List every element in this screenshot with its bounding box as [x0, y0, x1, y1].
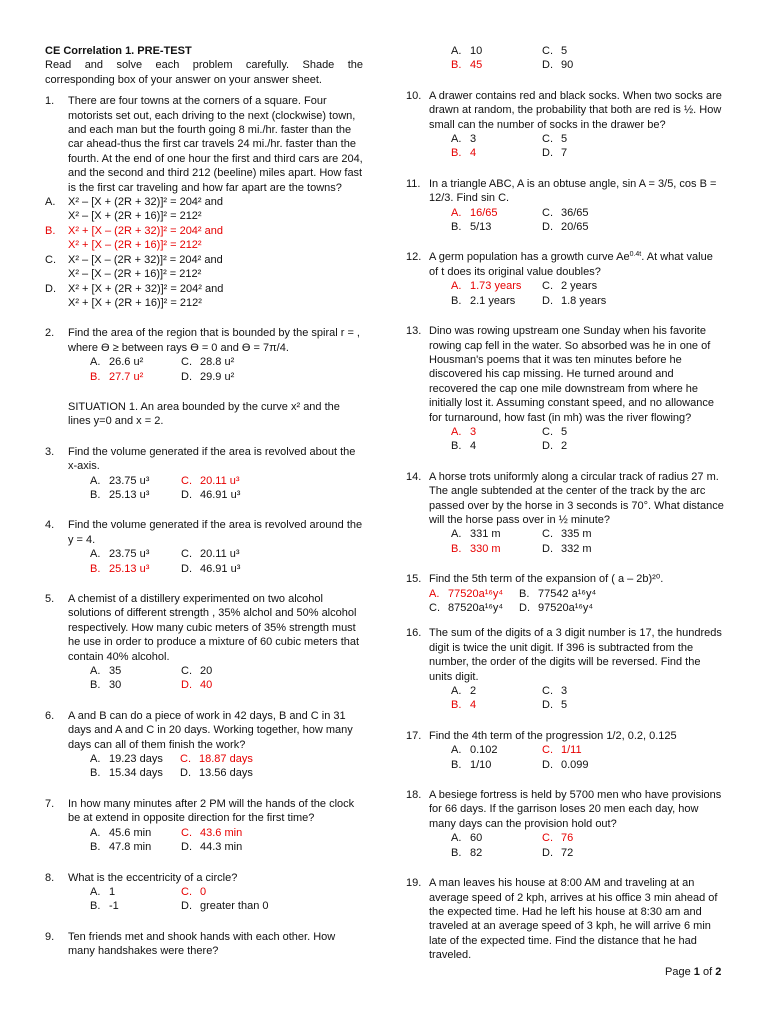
option-d: D. 90	[542, 59, 574, 72]
question-number: 1.	[45, 95, 55, 108]
question-10-options	[406, 132, 724, 161]
option-a: A. 26.6 u²	[90, 356, 144, 369]
question-12: 12. A germ population has a growth curve $Ae^{0.4t}$. At what value of t does its original value doubles?	[406, 250, 724, 279]
question-12-options	[406, 279, 724, 308]
option-a: A. 16/65	[451, 206, 498, 219]
option-b: B. 77542 a¹⁶y⁴	[519, 587, 597, 600]
question-15-options	[406, 587, 724, 616]
option-d: D. 40	[181, 679, 213, 692]
option-d: D. 44.3 min	[181, 841, 243, 854]
question-2-options	[45, 355, 363, 384]
question-6-options	[45, 752, 363, 781]
question-9-options	[406, 44, 724, 73]
situation-1: SITUATION 1. An area bounded by the curve x² and the lines y=0 and x = 2.	[68, 400, 340, 428]
option-b: B. 82	[451, 846, 483, 859]
left-column	[45, 44, 363, 959]
question-text: In how many minutes after 2 PM will the hands of the clock be at extend in opposite direction for the first time?	[68, 797, 355, 825]
option-d: D. 29.9 u²	[181, 370, 235, 383]
question-15: 15. Find the 5th term of the expansion of ( a – 2b)²⁰.	[406, 572, 724, 586]
page-title: CE Correlation 1. PRE-TEST	[45, 45, 192, 57]
question-text: Find the volume generated if the area is revolved about the x-axis.	[68, 445, 356, 473]
question-text: Dino was rowing upstream one Sunday when his favorite rowing cap fell in the water. So absorbed was he in one of Housman's poems that it was ten minutes before he discovered his cap missing. He turned around and recovered the cap one mile downstream from where he initially lost it. Assuming constant speed, and no allowance for turnaround, how fast (in mh) was the river flowing?	[429, 325, 714, 424]
option-d: D. 5	[542, 699, 568, 712]
question-text: A horse trots uniformly along a circular track of radius 27 m. The angle subtended at the center of the track by the arc passed over by the horse in 3 seconds is 70°. What distance will the horse pass over in ½ minute?	[429, 470, 724, 526]
option-d: D. 332 m	[542, 542, 592, 555]
option-b: B. 47.8 min	[90, 841, 152, 854]
instructions: Read and solve each problem carefully. Shade the corresponding box of your answer on your answer sheet.	[45, 59, 363, 86]
option-c: C. 28.8 u²	[181, 356, 235, 369]
question-10: 10. A drawer contains red and black socks. When two socks are drawn at random, the probability that both are red is ½. How small can the number of socks in the drawer be?	[406, 89, 724, 132]
option-c: C. 20	[181, 665, 213, 678]
option-d: D. 72	[542, 846, 574, 859]
question-text: Find the area of the region that is bounded by the spiral r = , where ϴ ≥ between rays ϴ = 0 and ϴ = 7π/4.	[68, 327, 360, 354]
question-3-options	[45, 474, 363, 503]
question-text: Ten friends met and shook hands with each other. How many handshakes were there?	[68, 930, 336, 958]
question-7-options	[45, 826, 363, 855]
question-11-options	[406, 206, 724, 235]
question-1	[45, 94, 363, 195]
question-2: 2. Find the area of the region that is bounded by the spiral r = , where ϴ ≥ between rays ϴ = 0 and ϴ = 7π/4.	[45, 326, 363, 355]
right-column	[406, 44, 724, 970]
option-b: B. 330 m	[451, 542, 501, 555]
option-b: B. 25.13 u³	[90, 488, 150, 501]
option-c: C. 1/11	[542, 744, 582, 757]
question-3: 3. Find the volume generated if the area is revolved about the x-axis.	[45, 445, 363, 474]
option-d: D. 0.099	[542, 758, 589, 771]
question-4-options	[45, 547, 363, 576]
option-a: A. 3	[451, 425, 477, 438]
option-b: B. 45	[451, 59, 483, 72]
option-a: A. 10	[451, 45, 483, 57]
option-a: A. 35	[90, 665, 122, 678]
option-d: D. 46.91 u³	[181, 562, 241, 575]
option-c: C. 2 years	[542, 280, 598, 293]
question-18-options	[406, 831, 724, 860]
question-5-options	[45, 664, 363, 693]
option-b: B. 5/13	[451, 221, 492, 234]
question-16-options	[406, 684, 724, 713]
option-c: C. 87520a¹⁶y⁴	[429, 602, 504, 614]
option-a: A. 60	[451, 832, 483, 845]
option-a: A. 23.75 u³	[90, 548, 150, 561]
question-17: 17. Find the 4th term of the progression 1/2, 0.2, 0.125	[406, 729, 724, 743]
option-d: D. 13.56 days	[180, 767, 253, 780]
option-d: D. X² + [X + (2R + 32)]² = 204² and X² + [X + (2R + 16)]² = 212²	[45, 282, 224, 309]
question-text: Find the 5th term of the expansion of ( a – 2b)²⁰.	[429, 573, 664, 586]
option-c: C. 20.11 u³	[181, 474, 240, 487]
option-b: B. 2.1 years	[451, 294, 516, 307]
option-b: B. -1	[90, 900, 119, 913]
question-13-options	[406, 425, 724, 454]
option-c: C. 5	[542, 45, 568, 57]
question-7: 7. In how many minutes after 2 PM will the hands of the clock be at extend in opposite direction for the first time?	[45, 797, 363, 826]
option-a: A. 1.73 years	[451, 280, 522, 293]
question-14: 14. A horse trots uniformly along a circular track of radius 27 m. The angle subtended at the center of the track by the arc passed over by the horse in 3 seconds is 70°. What distance will the horse pass over in ½ minute?	[406, 470, 724, 526]
question-5: 5. A chemist of a distillery experimented on two alcohol solutions of different strength , 35% alchol and 50% alcohol respectively. How many cubic meters of 35% strength must he use in order to produce a mixture of 60 cubic meters that contain 40% alcohol.	[45, 592, 363, 664]
option-a: A. 0.102	[451, 744, 498, 757]
option-c: C. 3	[542, 685, 568, 698]
option-c: C. 76	[542, 832, 574, 845]
option-c: C. 5	[542, 133, 568, 146]
option-c: C. 36/65	[542, 206, 589, 219]
question-1-options	[45, 195, 363, 310]
option-a: A. 45.6 min	[90, 826, 152, 839]
question-text: A germ population has a growth curve $Ae^{0.4t}$. At what value of t does its original value doubles?	[429, 251, 713, 278]
option-d: D. 7	[542, 147, 568, 160]
question-text: Find the 4th term of the progression 1/2, 0.2, 0.125	[429, 729, 677, 742]
question-9: 9. Ten friends met and shook hands with each other. How many handshakes were there?	[45, 930, 363, 959]
option-c: C. 0	[181, 885, 207, 898]
option-b: B. 15.34 days	[90, 767, 163, 780]
option-b: B. 4	[451, 440, 477, 453]
question-text: A and B can do a piece of work in 42 days, B and C in 31 days and A and C in 20 days. Working together, how many days can all of them finish the work?	[68, 709, 353, 751]
option-b: B. 4	[451, 147, 477, 160]
option-c: C. 335 m	[542, 528, 592, 541]
option-b: B. 27.7 u²	[90, 370, 144, 383]
question-14-options	[406, 527, 724, 556]
question-text: A man leaves his house at 8:00 AM and traveling at an average speed of 2 kph, arrives at his office 3 min ahead of the expected time. Had he left his house at 8:30 am and traveled at an average speed of 3 kph, he will arrive 6 min late of the expected time. Find the distance that he had traveled.	[429, 877, 718, 962]
option-a: A. X² – [X + (2R + 32)]² = 204² and X² – [X + (2R + 16)]² = 212²	[45, 196, 223, 223]
option-a: A. 19.23 days	[90, 753, 163, 766]
option-d: D. 97520a¹⁶y⁴	[519, 602, 594, 614]
option-a: A. 23.75 u³	[90, 474, 150, 487]
option-b: B. 30	[90, 679, 122, 692]
question-text: Find the volume generated if the area is revolved around the y = 4.	[68, 519, 363, 546]
question-text: What is the eccentricity of a circle?	[68, 871, 238, 884]
option-b: B. 4	[451, 699, 477, 712]
page-number: Page 1 of 2	[665, 966, 722, 978]
question-6: 6. A and B can do a piece of work in 42 days, B and C in 31 days and A and C in 20 days. Working together, how many days can all of them finish the work?	[45, 709, 363, 752]
question-text: The sum of the digits of a 3 digit number is 17, the hundreds digit is twice the unit digit. If 396 is subtracted from the number, the order of the digits will be reversed. Find the units digit.	[429, 627, 722, 683]
question-text: A chemist of a distillery experimented on two alcohol solutions of different strength , 35% alchol and 50% alcohol respectively. How many cubic meters of 35% strength must he use in order to produce a mixture of 60 cubic meters that contain 40% alcohol.	[68, 593, 360, 663]
option-d: D. 20/65	[542, 221, 589, 234]
question-text: A drawer contains red and black socks. When two socks are drawn at random, the probability that both are red is ½. How small can the number of socks in the drawer be?	[429, 89, 722, 131]
question-17-options	[406, 743, 724, 772]
option-a: A. 3	[451, 133, 477, 146]
question-4: 4. Find the volume generated if the area is revolved around the y = 4.	[45, 519, 363, 546]
question-13: 13. Dino was rowing upstream one Sunday when his favorite rowing cap fell in the water. So absorbed was he in one of Housman's poems that it was ten minutes before he discovered his cap missing. He turned around and recovered the cap one mile downstream from where he initially lost it. Assuming constant speed, and no allowance for turnaround, how fast (in mh) was the river flowing?	[406, 324, 724, 425]
option-b: B. 1/10	[451, 758, 492, 771]
question-16: 16. The sum of the digits of a 3 digit number is 17, the hundreds digit is twice the unit digit. If 396 is subtracted from the number, the order of the digits will be reversed. Find the units digit.	[406, 626, 724, 684]
question-8: 8. What is the eccentricity of a circle?	[45, 871, 363, 885]
option-d: D. 46.91 u³	[181, 488, 241, 501]
question-8-options	[45, 885, 363, 914]
question-18: 18. A besiege fortress is held by 5700 men who have provisions for 66 days. If the garrison loses 20 men each day, how many days can the provision hold out?	[406, 788, 724, 831]
question-19: 19. A man leaves his house at 8:00 AM and traveling at an average speed of 2 kph, arrives at his office 3 min ahead of the expected time. Had he left his house at 8:30 am and traveled at an average speed of 3 kph, he will arrive 6 min late of the expected time. Find the distance that he had traveled.	[406, 876, 724, 962]
option-b: B. X² + [X – (2R + 32)]² = 204² and X² + [X – (2R + 16)]² = 212²	[45, 224, 223, 252]
option-d: D. 1.8 years	[542, 294, 607, 307]
question-text: A besiege fortress is held by 5700 men who have provisions for 66 days. If the garrison loses 20 men each day, how many days can the provision hold out?	[429, 789, 722, 830]
option-c: C. 5	[542, 425, 568, 438]
question-text: There are four towns at the corners of a square. Four motorists set out, each driving to the next (clockwise) town, and each man but the fourth going 8 mi./hr. faster than the car ahead-thus the first car travels 24 mi./hr. faster than the fourth. At the end of one hour the first and third cars are 204, and the second and third 212 (beeline) miles apart. How fast is the first car traveling and how far apart are the towns?	[68, 95, 363, 194]
option-c: C. 43.6 min	[181, 826, 243, 839]
option-a: A. 2	[451, 685, 477, 698]
option-c: C. 18.87 days	[180, 753, 253, 766]
option-c: C. 20.11 u³	[181, 548, 240, 561]
option-a: A. 1	[90, 885, 116, 898]
option-d: D. greater than 0	[181, 900, 269, 913]
option-a: A. 331 m	[451, 528, 501, 541]
option-c: C. X² – [X – (2R + 32)]² = 204² and X² – [X – (2R + 16)]² = 212²	[45, 253, 223, 281]
option-b: B. 25.13 u³	[90, 562, 150, 575]
question-text: In a triangle ABC, A is an obtuse angle, sin A = 3/5, cos B = 12/3. Find sin C.	[429, 177, 717, 205]
option-a: A. 77520a¹⁶y⁴	[429, 587, 504, 600]
question-11: 11. In a triangle ABC, A is an obtuse angle, sin A = 3/5, cos B = 12/3. Find sin C.	[406, 177, 724, 206]
option-d: D. 2	[542, 440, 568, 453]
